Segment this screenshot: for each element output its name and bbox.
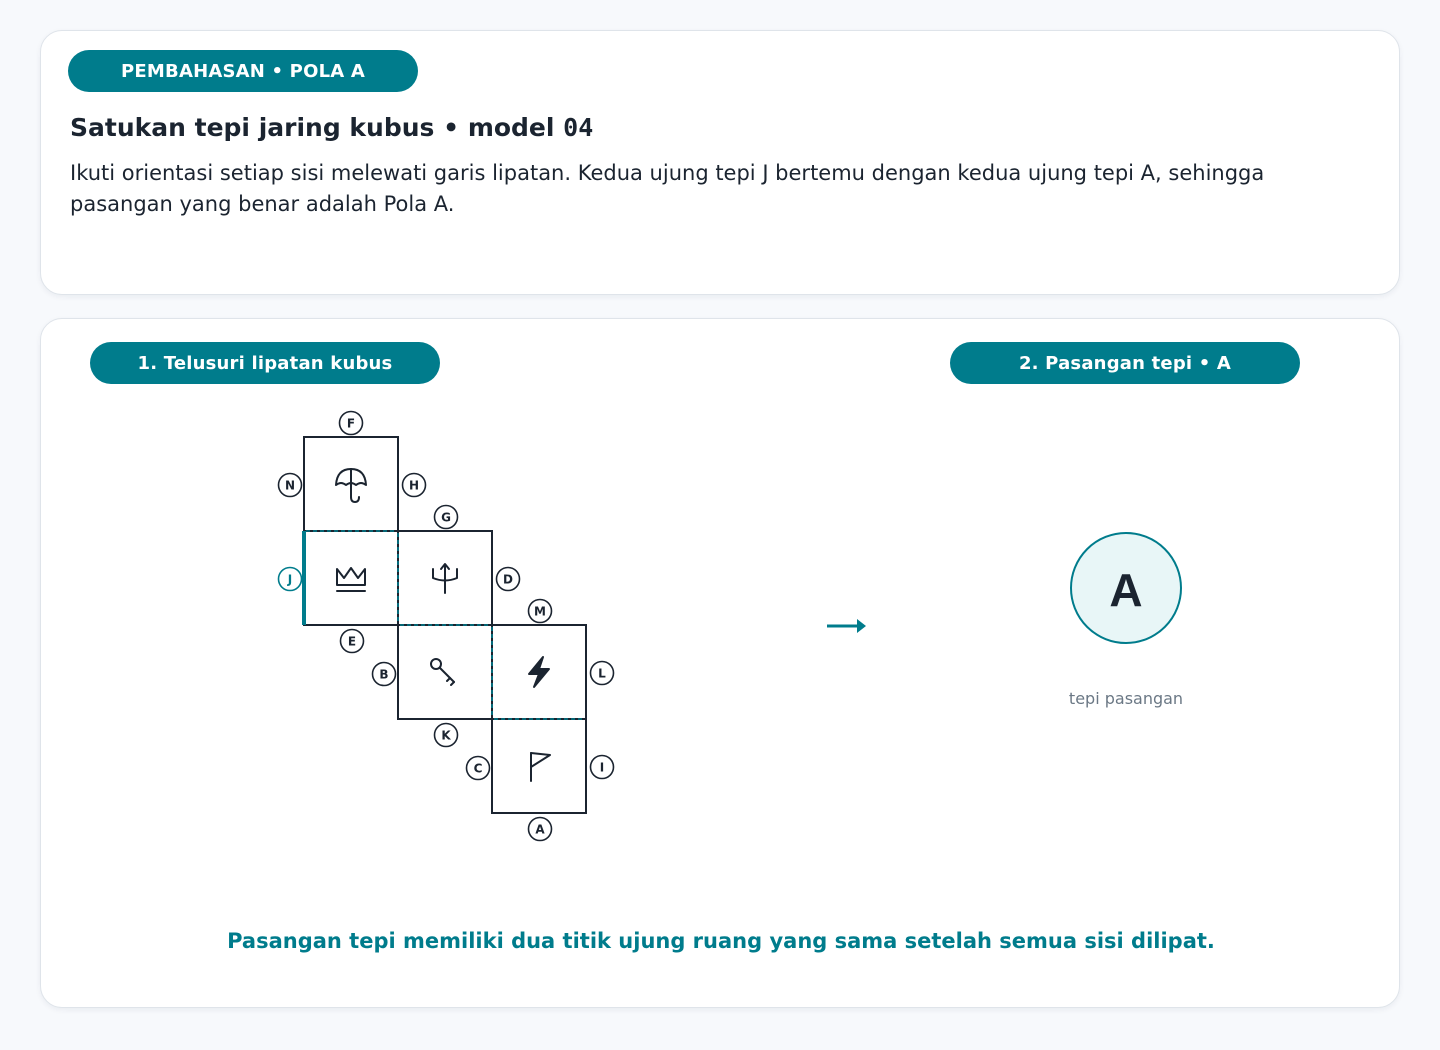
net-face-flag xyxy=(492,719,586,813)
step1-label: 1. Telusuri lipatan kubus xyxy=(90,342,440,384)
edge-label-a xyxy=(529,818,552,841)
match-caption: tepi pasangan xyxy=(1068,689,1184,708)
edge-label-text: K xyxy=(441,728,451,743)
edge-label-text: F xyxy=(346,416,356,431)
edge-label-h xyxy=(403,474,426,497)
trident-icon xyxy=(433,564,457,593)
footer-note: Pasangan tepi memiliki dua titik ujung ruang yang sama setelah semua sisi dilipat. xyxy=(227,929,1215,953)
edge-label-text: G xyxy=(441,510,451,525)
lightning-icon xyxy=(529,657,549,687)
edge-label-f xyxy=(340,412,363,435)
edge-label-g xyxy=(435,506,458,529)
edge-label-j xyxy=(279,568,302,591)
edge-label-i xyxy=(591,756,614,779)
key-icon xyxy=(431,659,454,685)
edge-label-text: E xyxy=(347,634,357,649)
edge-label-e xyxy=(341,630,364,653)
edge-label-text: L xyxy=(598,666,606,681)
edge-label-c xyxy=(467,757,490,780)
edge-label-text: J xyxy=(287,572,293,587)
flag-icon xyxy=(531,753,550,781)
crown-icon xyxy=(337,568,365,591)
explanation-card xyxy=(40,30,1400,295)
arrow-icon xyxy=(827,619,866,633)
edge-label-l xyxy=(591,662,614,685)
cube-net-diagram xyxy=(41,319,1401,1009)
match-letter-badge: A xyxy=(1070,532,1182,644)
edge-label-n xyxy=(279,474,302,497)
edge-label-text: H xyxy=(408,478,420,493)
edge-label-text: D xyxy=(503,572,513,587)
edge-label-d xyxy=(497,568,520,591)
edge-label-text: B xyxy=(379,667,389,682)
edge-label-text: N xyxy=(284,478,296,493)
solution-card xyxy=(40,318,1400,1008)
edge-label-k xyxy=(435,724,458,747)
explanation-badge: PEMBAHASAN • POLA A xyxy=(68,50,418,92)
step2-label: 2. Pasangan tepi • A xyxy=(950,342,1300,384)
edge-label-text: M xyxy=(534,604,546,619)
edge-label-text: A xyxy=(535,822,545,837)
net-face-crown xyxy=(304,531,398,625)
model-code: 04 xyxy=(563,113,594,142)
umbrella-icon xyxy=(336,469,366,502)
edge-label-text: C xyxy=(473,761,483,776)
explanation-text: Ikuti orientasi setiap sisi melewati garis lipatan. Kedua ujung tepi J bertemu dengan kedua ujung tepi A, sehingga pasangan yang benar adalah Pola A. xyxy=(70,161,1265,216)
edge-label-m xyxy=(529,600,552,623)
edge-label-b xyxy=(373,663,396,686)
page-title xyxy=(70,113,593,142)
edge-label-text: I xyxy=(599,760,605,775)
title-text: Satukan tepi jaring kubus • model xyxy=(70,113,564,142)
